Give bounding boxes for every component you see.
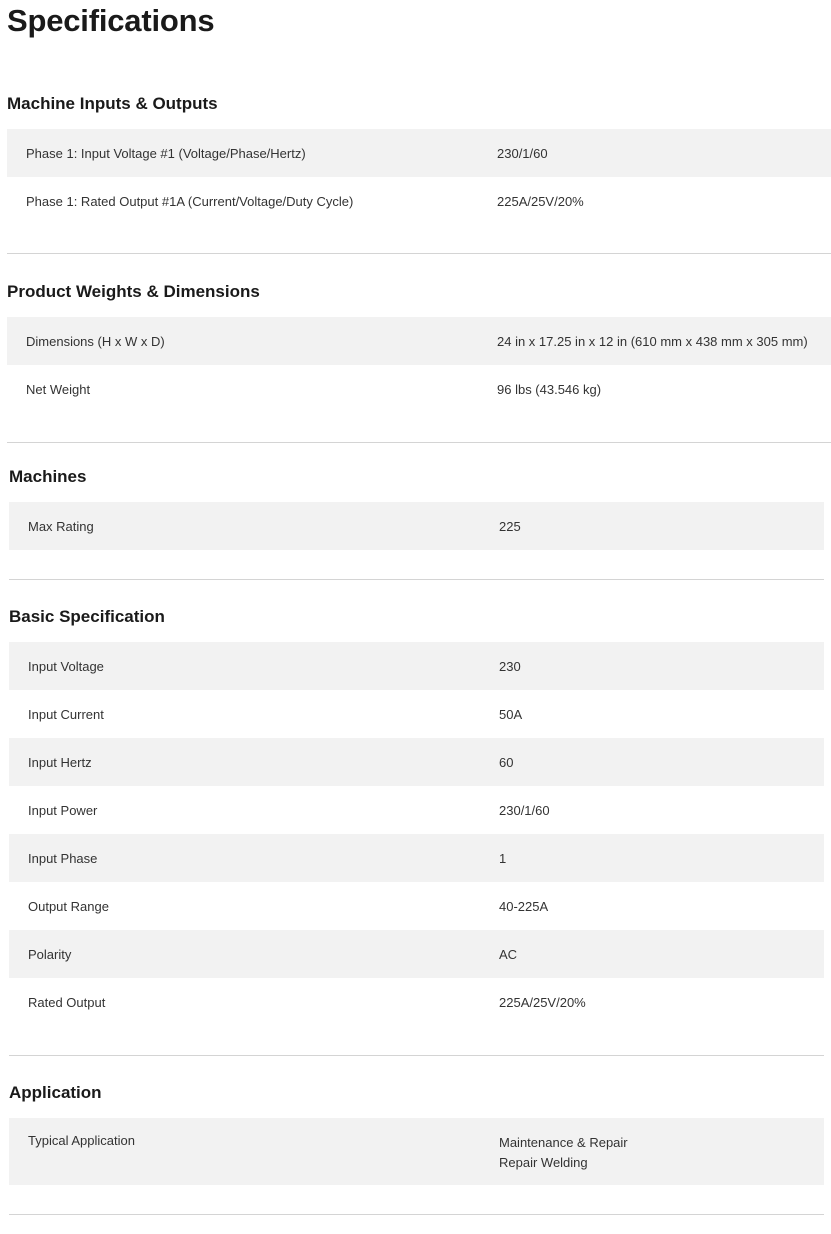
section-title: Application: [9, 1083, 102, 1102]
section-title: Product Weights & Dimensions: [7, 282, 260, 301]
section-divider: [7, 253, 831, 254]
section-divider: [9, 579, 824, 580]
spec-row: [9, 1118, 824, 1185]
spec-value: 230/1/60: [499, 802, 550, 818]
spec-row: [9, 738, 824, 786]
spec-value: 50A: [499, 706, 523, 722]
spec-label: Input Hertz: [28, 754, 92, 770]
spec-value: 1: [499, 850, 507, 866]
spec-row: [9, 930, 824, 978]
spec-value: [499, 1133, 824, 1173]
spec-label: Typical Application: [28, 1133, 135, 1148]
spec-label: Phase 1: Input Voltage #1 (Voltage/Phase/Hertz): [26, 145, 306, 161]
section-divider: [9, 1214, 824, 1215]
spec-row: [7, 129, 831, 177]
spec-row: [7, 177, 831, 225]
section-divider: [7, 442, 831, 443]
spec-value-line: Maintenance & Repair: [499, 1135, 628, 1150]
spec-value: 24 in x 17.25 in x 12 in (610 mm x 438 mm x 305 mm): [497, 333, 808, 349]
spec-label: Input Power: [28, 802, 98, 818]
spec-label: Input Current: [28, 706, 104, 722]
section-title: Basic Specification: [9, 607, 165, 626]
section-title: Machines: [9, 467, 87, 486]
spec-label: Max Rating: [28, 518, 94, 534]
spec-row: [9, 978, 824, 1026]
spec-value: 230/1/60: [497, 145, 548, 161]
spec-value: 225: [499, 518, 521, 534]
spec-value: 225A/25V/20%: [497, 193, 584, 209]
spec-label: Dimensions (H x W x D): [26, 333, 165, 349]
spec-row: [9, 834, 824, 882]
spec-label: Net Weight: [26, 381, 91, 397]
spec-label: Input Phase: [28, 850, 98, 866]
spec-value: 225A/25V/20%: [499, 994, 586, 1010]
spec-row: [9, 642, 824, 690]
spec-row: [7, 365, 831, 413]
spec-label: Phase 1: Rated Output #1A (Current/Voltage/Duty Cycle): [26, 193, 354, 209]
spec-value-line: Repair Welding: [499, 1155, 588, 1170]
spec-value: 230: [499, 658, 521, 674]
spec-value: 60: [499, 754, 514, 770]
spec-value: 40-225A: [499, 898, 549, 914]
spec-label: Input Voltage: [28, 658, 104, 674]
spec-label: Rated Output: [28, 994, 106, 1010]
spec-row: [7, 317, 831, 365]
spec-value: AC: [499, 946, 518, 962]
spec-row: [9, 502, 824, 550]
section-divider: [9, 1055, 824, 1056]
spec-value: 96 lbs (43.546 kg): [497, 381, 602, 397]
section-title: Machine Inputs & Outputs: [7, 94, 218, 113]
spec-label: Polarity: [28, 946, 72, 962]
spec-row: [9, 882, 824, 930]
spec-row: [9, 786, 824, 834]
spec-label: Output Range: [28, 898, 109, 914]
page-title: Specifications: [7, 3, 215, 38]
spec-row: [9, 690, 824, 738]
